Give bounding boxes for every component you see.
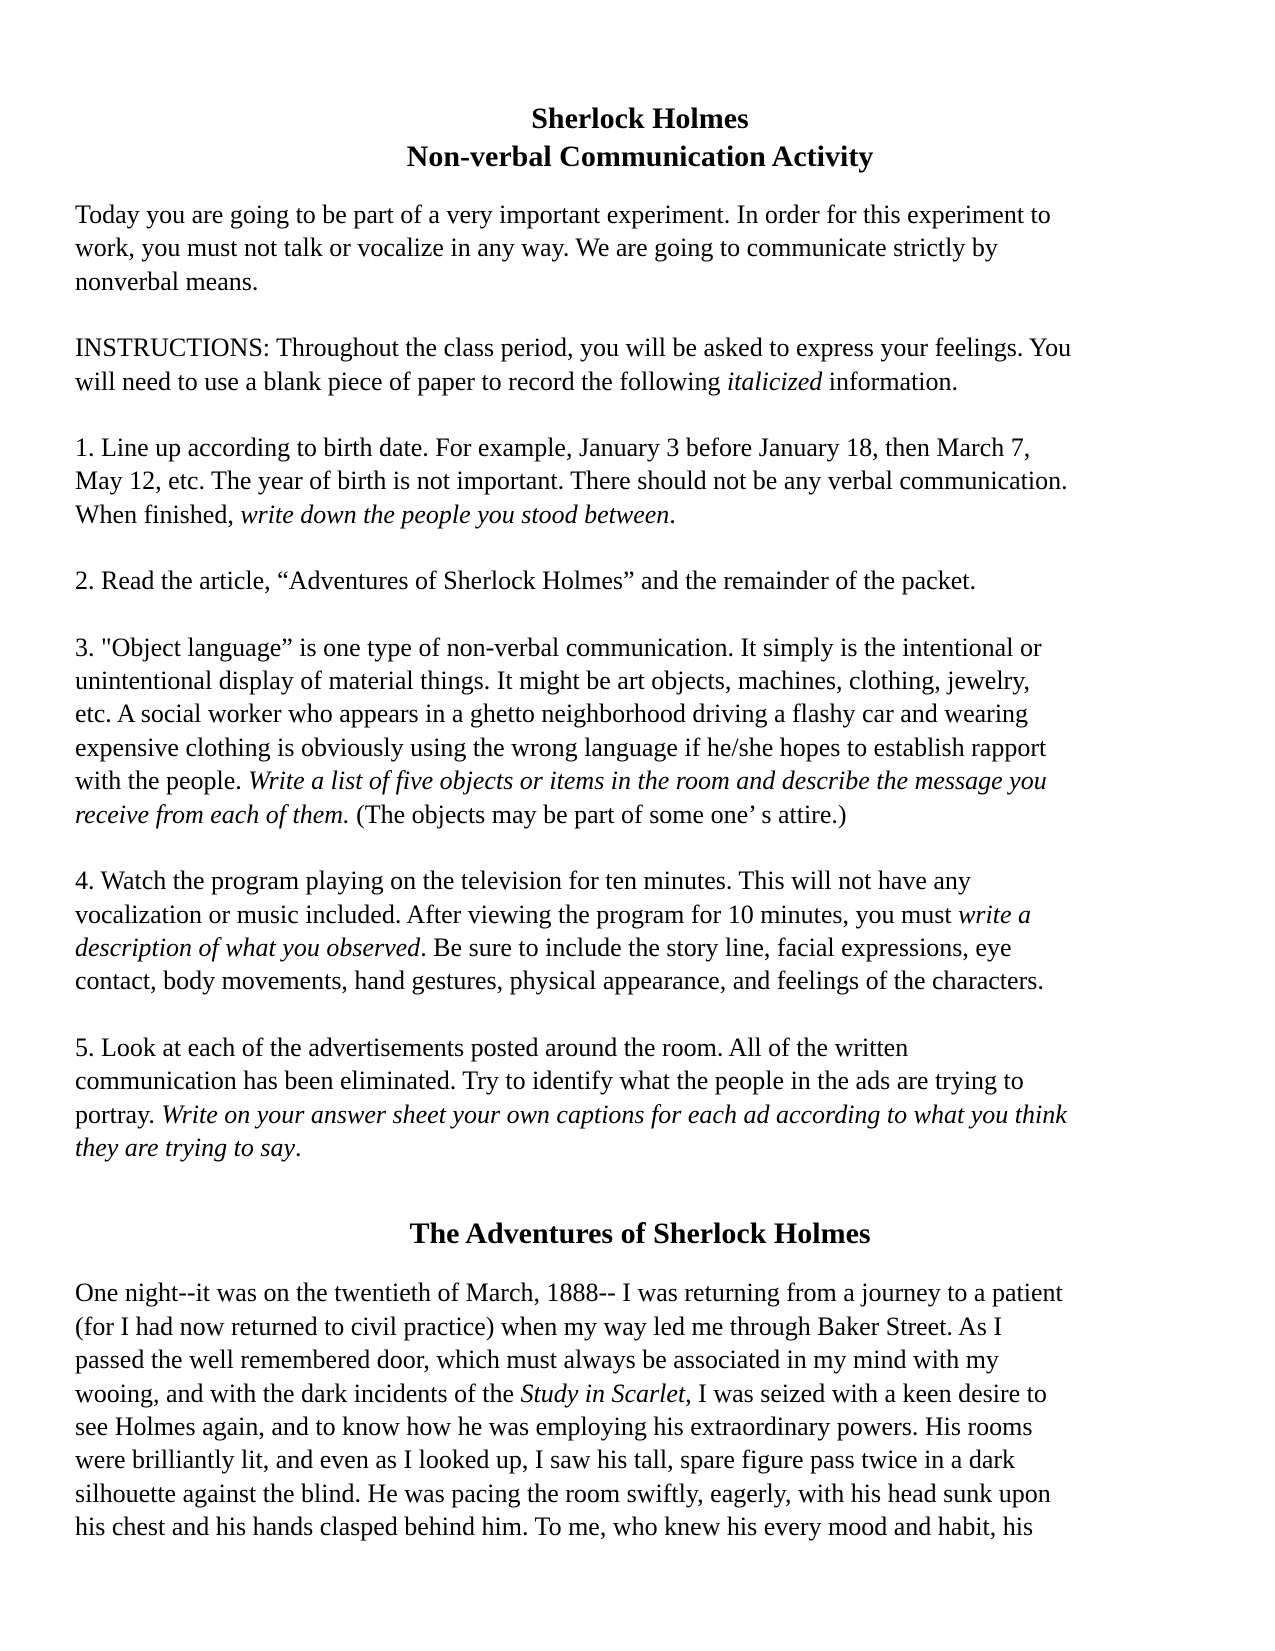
item-4-italic: write a (958, 899, 1032, 929)
item-4-line-1: 4. Watch the program playing on the television for ten minutes. This will not have any (75, 866, 971, 896)
item-3-line-2: unintentional display of material things. It might be art objects, machines, clothing, jewelry, (75, 666, 1031, 696)
article-line-5: see Holmes again, and to know how he was employing his extraordinary powers. His rooms (75, 1411, 1033, 1441)
item-4-line-2 (75, 898, 1205, 931)
article-italic-title: Study in Scarlet (520, 1378, 686, 1408)
item-3-line-5 (75, 764, 1205, 797)
item-1-text-end: . (669, 499, 676, 529)
item-5-paragraph (75, 1031, 1205, 1165)
item-3-line-3: etc. A social worker who appears in a ghetto neighborhood driving a flashy car and wearing (75, 699, 1029, 729)
item-3-line-6 (75, 798, 1205, 831)
article-text-end: , I was seized with a keen desire to (685, 1378, 1047, 1408)
article-title: The Adventures of Sherlock Holmes (409, 1217, 871, 1251)
item-1-text: When finished, (75, 499, 241, 529)
item-5-line-3 (75, 1098, 1205, 1131)
title-line-1: Sherlock Holmes (531, 102, 749, 135)
item-3-italic-end: receive from each of them. (75, 799, 350, 829)
item-5-line-4 (75, 1131, 1205, 1164)
item-5-text-end: . (294, 1132, 302, 1162)
title-line-2: Non-verbal Communication Activity (406, 140, 874, 173)
item-3-paragraph (75, 631, 1205, 831)
item-3-italic: Write a list of five objects or items in the room and describe the message you (248, 766, 1047, 796)
item-4-italic-end: description of what you observed (75, 932, 421, 962)
item-1-paragraph (75, 431, 1205, 531)
article-text: wooing, and with the dark incidents of the (75, 1378, 521, 1408)
item-4-line-4: contact, body movements, hand gestures, physical appearance, and feelings of the characters. (75, 966, 1044, 996)
item-4-line-3 (75, 931, 1205, 964)
intro-paragraph (75, 198, 1205, 298)
item-2-paragraph (75, 564, 1205, 597)
item-5-line-2: communication has been eliminated. Try to identify what the people in the ads are trying to (75, 1066, 1024, 1096)
intro-line-2: work, you must not talk or vocalize in any way. We are going to communicate strictly by (75, 233, 998, 263)
intro-line-1: Today you are going to be part of a very important experiment. In order for this experiment to (75, 200, 1051, 229)
instructions-paragraph (75, 331, 1205, 398)
instructions-line-2 (75, 365, 1205, 398)
item-3-line-4: expensive clothing is obviously using the wrong language if he/she hopes to establish rapport (75, 732, 1047, 762)
item-1-line-2: May 12, etc. The year of birth is not important. There should not be any verbal communication. (75, 466, 1068, 496)
article-line-3: passed the well remembered door, which must always be associated in my mind with my (75, 1345, 999, 1375)
item-5-text: portray. (75, 1099, 162, 1129)
page-title (75, 100, 1205, 176)
item-5-line-1: 5. Look at each of the advertisements posted around the room. All of the written (75, 1032, 909, 1062)
item-4-text-end: . Be sure to include the story line, facial expressions, eye (420, 932, 1012, 962)
article-line-1: One night--it was on the twentieth of March, 1888-- I was returning from a journey to a patient (75, 1278, 1063, 1308)
article-line-6: were brilliantly lit, and even as I looked up, I saw his tall, spare figure pass twice in a dark (75, 1445, 1016, 1475)
article-line-4 (75, 1377, 1205, 1410)
intro-line-3: nonverbal means. (75, 266, 259, 296)
item-4-text: vocalization or music included. After viewing the program for 10 minutes, you must (75, 899, 959, 929)
instructions-text-end: information. (822, 366, 959, 396)
item-1-line-1: 1. Line up according to birth date. For example, January 3 before January 18, then March 7, (75, 433, 1031, 463)
article-line-8: his chest and his hands clasped behind him. To me, who knew his every mood and habit, his (75, 1512, 1034, 1542)
item-2-line-1: 2. Read the article, “Adventures of Sherlock Holmes” and the remainder of the packet. (75, 566, 976, 596)
item-1-italic: write down the people you stood between (240, 499, 670, 529)
instructions-line-1: INSTRUCTIONS: Throughout the class period, you will be asked to express your feelings. You (75, 333, 1072, 363)
article-line-7: silhouette against the blind. He was pacing the room swiftly, eagerly, with his head sunk upon (75, 1478, 1051, 1508)
item-4-paragraph (75, 864, 1205, 998)
item-3-text-end: (The objects may be part of some one’ s attire.) (349, 799, 847, 829)
item-3-text: with the people. (75, 766, 249, 796)
item-3-line-1: 3. "Object language” is one type of non-verbal communication. It simply is the intentional or (75, 632, 1042, 662)
item-5-italic: Write on your answer sheet your own captions for each ad according to what you think (161, 1099, 1067, 1129)
instructions-text: will need to use a blank piece of paper to record the following (75, 366, 727, 396)
article-paragraph (75, 1276, 1205, 1543)
document-page (75, 100, 1205, 1544)
item-5-italic-end: they are trying to say (75, 1132, 295, 1162)
item-1-line-3 (75, 498, 1205, 531)
instructions-italic: italicized (726, 366, 823, 396)
article-line-2: (for I had now returned to civil practice) when my way led me through Baker Street. As I (75, 1311, 1003, 1341)
